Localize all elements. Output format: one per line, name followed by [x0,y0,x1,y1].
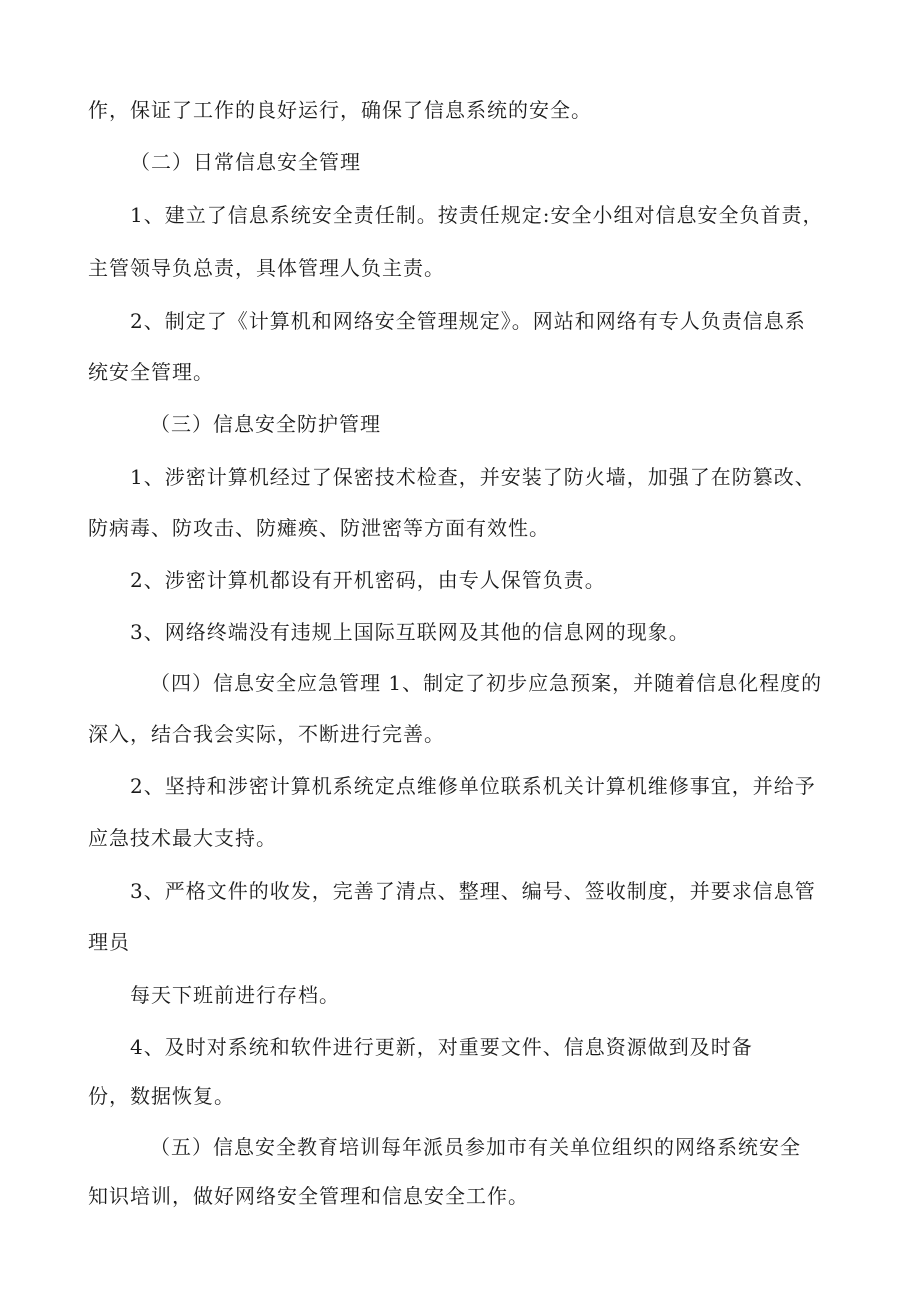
paragraph-line: 2、制定了《计算机和网络安全管理规定》。网站和网络有专人负责信息系 [130,309,806,333]
paragraph-line: 防病毒、防攻击、防瘫痪、防泄密等方面有效性。 [88,516,550,540]
section-heading: （三）信息安全防护管理 [150,412,381,436]
paragraph-line: 2、坚持和涉密计算机系统定点维修单位联系机关计算机维修事宜，并给予 [130,774,816,798]
paragraph-line: 2、涉密计算机都设有开机密码，由专人保管负责。 [130,568,606,592]
section-heading: （五）信息安全教育培训每年派员参加市有关单位组织的网络系统安全 [150,1135,801,1159]
paragraph-line: 3、网络终端没有违规上国际互联网及其他的信息网的现象。 [130,620,690,644]
section-heading: （四）信息安全应急管理 1、制定了初步应急预案，并随着信息化程度的 [150,671,823,695]
paragraph-line: 作，保证了工作的良好运行，确保了信息系统的安全。 [88,98,592,122]
paragraph-line: 4、及时对系统和软件进行更新，对重要文件、信息资源做到及时备 [130,1035,753,1059]
paragraph-line: 主管领导负总责，具体管理人负主责。 [88,256,445,280]
paragraph-line: 每天下班前进行存档。 [130,983,340,1007]
paragraph-line: 1、建立了信息系统安全责任制。按责任规定:安全小组对信息安全负首责， [130,203,824,227]
section-heading: （二）日常信息安全管理 [130,150,361,174]
paragraph-line: 3、严格文件的收发，完善了清点、整理、编号、签收制度，并要求信息管 [130,879,816,903]
paragraph-line: 1、涉密计算机经过了保密技术检查，并安装了防火墙，加强了在防篡改、 [130,465,816,489]
paragraph-line: 应急技术最大支持。 [88,826,277,850]
paragraph-line: 份，数据恢复。 [88,1084,235,1108]
paragraph-line: 统安全管理。 [88,360,214,384]
paragraph-line: 知识培训，做好网络安全管理和信息安全工作。 [88,1184,529,1208]
paragraph-line: 理员 [88,930,130,954]
paragraph-line: 深入，结合我会实际，不断进行完善。 [88,722,445,746]
